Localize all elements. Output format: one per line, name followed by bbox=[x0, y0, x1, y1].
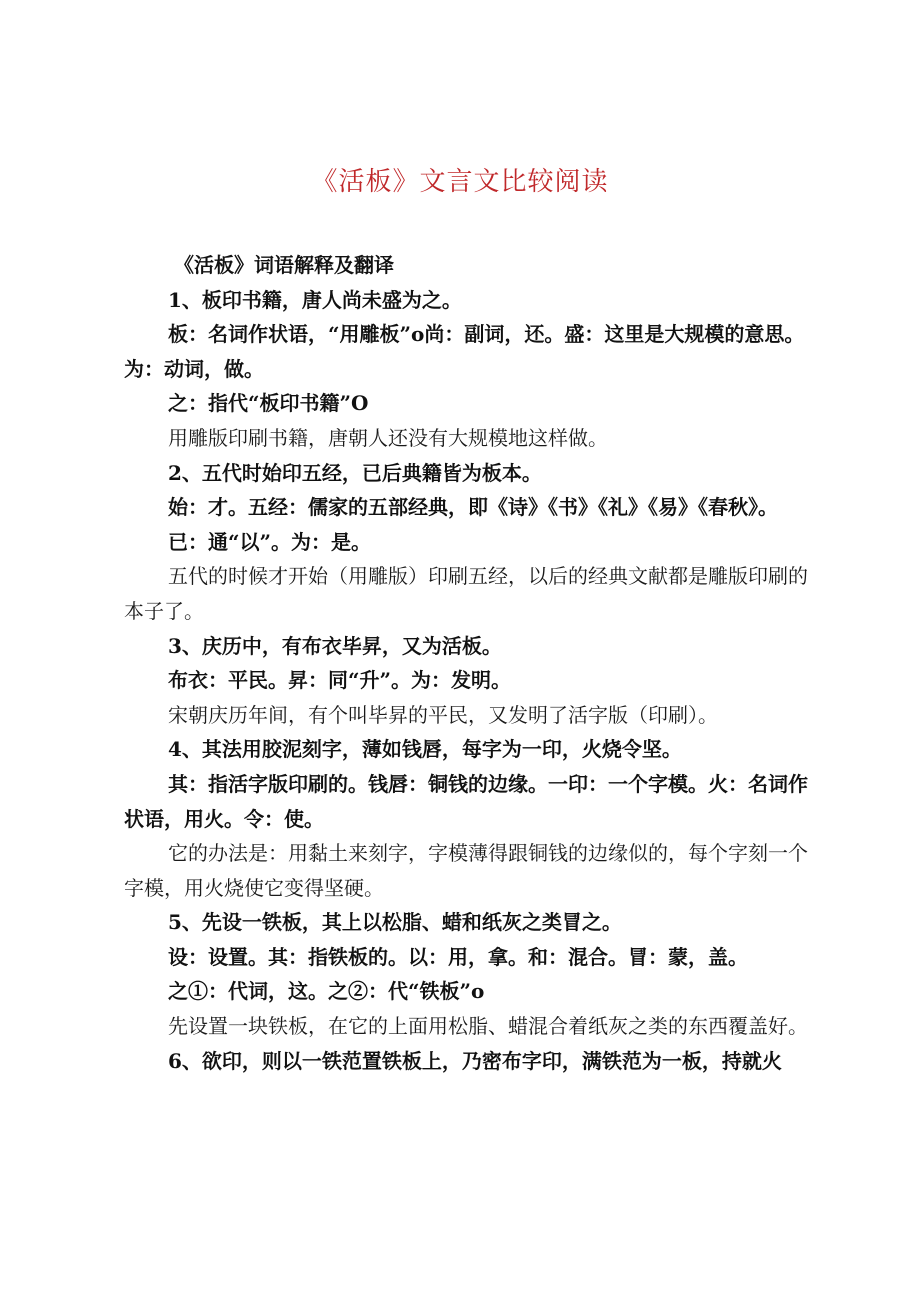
document-title: 《活板》文言文比较阅读 bbox=[311, 167, 609, 197]
paragraph-line: 6、欲印，则以一铁范置铁板上，乃密布字印，满铁范为一板，持就火 bbox=[168, 1048, 782, 1073]
paragraph-line: 先设置一块铁板，在它的上面用松脂、蜡混合着纸灰之类的东西覆盖好。 bbox=[168, 1014, 808, 1039]
paragraph-line: 4、其法用胶泥刻字，薄如钱唇，每字为一印，火烧令坚。 bbox=[168, 737, 682, 762]
section-heading: 《活板》词语解释及翻译 bbox=[174, 253, 394, 277]
paragraph-line: 之①：代词，这。之②：代“铁板”o bbox=[168, 979, 485, 1004]
paragraph-line: 它的办法是：用黏土来刻字，字模薄得跟铜钱的边缘似的，每个字刻一个字模，用火烧使它变得坚硬。 bbox=[124, 841, 808, 900]
paragraph-line: 2、五代时始印五经，已后典籍皆为板本。 bbox=[168, 460, 542, 485]
paragraph-line: 之：指代“板印书籍”O bbox=[168, 391, 369, 416]
paragraph-line: 五代的时候才开始（用雕版）印刷五经，以后的经典文献都是雕版印刷的本子了。 bbox=[124, 564, 808, 623]
paragraph-line: 已：通“以”。为：是。 bbox=[168, 529, 372, 554]
paragraph-line: 宋朝庆历年间，有个叫毕昇的平民，又发明了活字版（印刷）。 bbox=[168, 702, 718, 727]
paragraph-line: 1、板印书籍，唐人尚未盛为之。 bbox=[168, 287, 462, 312]
paragraph-line: 板：名词作状语，“用雕板”o尚：副词，还。盛：这里是大规模的意思。为：动词，做。 bbox=[124, 322, 805, 381]
paragraph-line: 设：设置。其：指铁板的。以：用，拿。和：混合。冒：蒙，盖。 bbox=[168, 944, 748, 969]
paragraph-line: 其：指活字版印刷的。钱唇：铜钱的边缘。一印：一个字模。火：名词作状语，用火。令：使。 bbox=[124, 771, 808, 831]
paragraph-line: 用雕版印刷书籍，唐朝人还没有大规模地这样做。 bbox=[168, 425, 608, 450]
paragraph-line: 始：才。五经：儒家的五部经典，即《诗》《书》《礼》《易》《春秋》。 bbox=[168, 495, 778, 520]
paragraph-line: 5、先设一铁板，其上以松脂、蜡和纸灰之类冒之。 bbox=[168, 910, 622, 935]
document-body bbox=[124, 248, 824, 1078]
paragraph-line: 3、庆历中，有布衣毕昇，又为活板。 bbox=[168, 633, 502, 658]
paragraph-line: 布衣：平民。昇：同“升”。为：发明。 bbox=[168, 668, 512, 693]
